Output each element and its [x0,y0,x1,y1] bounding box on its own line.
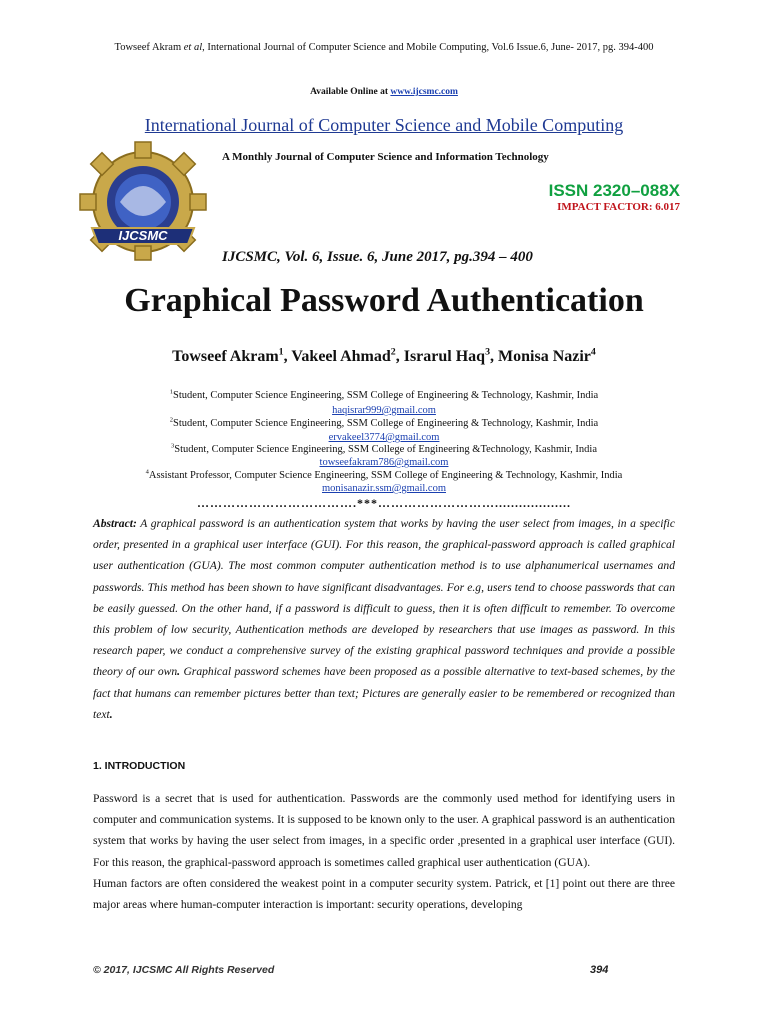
abstract [93,513,675,725]
paper-title: Graphical Password Authentication [124,282,644,319]
section-divider: ……………………………….***………………………................... [197,496,571,510]
running-header [0,42,768,53]
header-etal: et al [183,42,203,53]
availability-label: Available Online at [310,87,391,97]
author-name: Towseef Akram [172,348,279,365]
author-mark: 3 [485,346,491,358]
author-mark: 4 [590,346,596,358]
journal-subtitle: A Monthly Journal of Computer Science and Information Technology [222,151,549,163]
affiliation-mark: 4 [145,468,149,476]
email-link[interactable]: haqisrar999@gmail.com [332,405,436,416]
availability-line [0,87,768,97]
affiliation-text: Student, Computer Science Engineering, SSM College of Engineering &Technology, Kashmir, India [174,444,597,455]
paragraph: Password is a secret that is used for authentication. Passwords are the commonly used method for identifying users in computer and communication systems. It is supposed to be known only to the user. A graphical password is an authentication system that works by having the user select from images, in a specific order ,presented in a graphical user interface (GUI). For this reason, the graphical-password approach is sometimes called graphical user authentication (GUA). [93,792,675,869]
affiliation-mark: 2 [169,416,174,424]
abstract-text: A graphical password is an authentication system that works by having the user select from images, in a specific order, presented in a graphical user interface (GUI). For this reason, the graphical-password approach is called graphical user authentication (GUA). The most common computer authentication method is to use alphanumerical usernames and passwords. This method has been shown to have significant disadvantages. For e.g, users tend to choose passwords that can be easily guessed. On the other hand, if a password is difficult to guess, then it is often difficult to remember. To overcome this problem of low security, Authentication methods are developed by researchers that use images as password. In this research paper, we conduct a comprehensive survey of the existing graphical password techniques and provide a possible theory of our own [93,517,675,679]
author-name: Israrul Haq [403,348,486,365]
email-link[interactable]: ervakeel3774@gmail.com [328,432,440,443]
email-link[interactable]: monisanazir.ssm@gmail.com [322,483,446,494]
abstract-label: Abstract: [93,517,137,530]
journal-title[interactable]: International Journal of Computer Science and Mobile Computing [144,115,624,135]
author-name: Monisa Nazir [498,348,591,365]
copyright: © 2017, IJCSMC All Rights Reserved [93,964,275,976]
impact-factor: IMPACT FACTOR: 6.017 [557,201,680,213]
author-list: Towseef Akram$^1$, Vakeel Ahmad$^2$, Israrul Haq$^3$, Monisa Nazir$^4$ [172,346,596,365]
abstract-end: . [109,707,113,721]
header-author: Towseef Akram [114,42,182,53]
page-number: 394 [590,964,609,976]
affiliation [0,444,768,455]
section-heading: 1. INTRODUCTION [93,760,186,772]
logo-text: IJCSMC [118,228,168,243]
affiliation-text: Student, Computer Science Engineering, SSM College of Engineering & Technology, Kashmir, India [173,390,599,401]
affiliation-mark: 3 [171,442,175,450]
issn: ISSN 2320–088X [548,181,680,200]
abstract-text-2: Graphical password schemes have been proposed as a possible alternative to text-based schemes, by the fact that humans can remember pictures better than text; Pictures are generally easier to be remembered or recognized than text [93,665,675,721]
journal-url-link[interactable]: www.ijcsmc.com [390,87,458,97]
author-mark: 1 [278,346,284,358]
abstract-bold: . [177,665,184,679]
affiliation [0,418,768,429]
affiliation-mark: 1 [169,388,174,396]
introduction-body [93,788,675,915]
ijcsmc-logo [72,140,214,270]
affiliation-text: Assistant Professor, Computer Science Engineering, SSM College of Engineering & Technology, Kashmir, India [148,470,623,481]
header-citation: , International Journal of Computer Science and Mobile Computing, Vol.6 Issue.6, June- 2017, pg. 394-400 [202,42,654,53]
affiliation [0,470,768,481]
paragraph: Human factors are often considered the weakest point in a computer security system. Patrick, et [1] point out there are three major areas where human-computer interaction is important: security operations, developing [93,876,675,912]
affiliation-text: Student, Computer Science Engineering, SSM College of Engineering & Technology, Kashmir, India [173,418,599,429]
email-link[interactable]: towseefakram786@gmail.com [319,457,449,468]
author-name: Vakeel Ahmad [291,348,391,365]
author-mark: 2 [390,346,396,358]
affiliation [0,390,768,401]
volume-info: IJCSMC, Vol. 6, Issue. 6, June 2017, pg.394 – 400 [222,249,533,265]
